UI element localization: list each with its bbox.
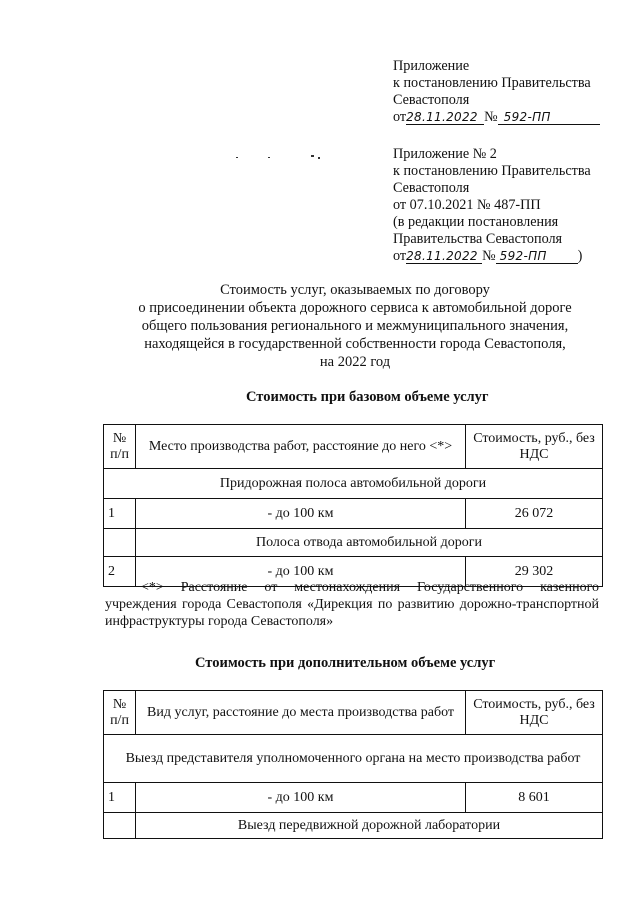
group-label: Придорожная полоса автомобильной дороги: [104, 469, 603, 499]
table-row: [104, 783, 603, 813]
header-cost: Стоимость, руб., без НДС: [466, 691, 603, 735]
row-cost: 29 302: [466, 557, 603, 587]
approval-line: (в редакции постановления: [393, 214, 559, 230]
from-prefix: от: [393, 109, 407, 125]
scan-mark: [318, 157, 320, 159]
handwritten-date: 28.11.2022: [406, 110, 484, 125]
scan-mark: [236, 157, 238, 158]
approval-line: Приложение: [393, 58, 470, 74]
row-cost: 26 072: [466, 499, 603, 529]
approval-line: к постановлению Правительства: [393, 163, 591, 179]
number-prefix: №: [482, 248, 496, 264]
table-group-row: [104, 735, 603, 783]
title-line: о присоединении объекта дорожного сервиса к автомобильной дороге: [138, 300, 572, 316]
group-label: Выезд передвижной дорожной лаборатории: [136, 813, 603, 839]
header-cost: Стоимость, руб., без НДС: [466, 425, 603, 469]
table-group-row: [104, 529, 603, 557]
title-line: Стоимость услуг, оказываемых по договору: [220, 282, 490, 298]
approval-block-1: [393, 58, 600, 126]
footnote: <*> Расстояние от местонахождения Государственного казенного учреждения города Севастополя «Дирекция по развитию дорожно-транспортной инфраструктуры города Севастополя»: [105, 580, 599, 629]
handwritten-number: 592-ПП: [498, 110, 600, 125]
additional-cost-table: [103, 690, 603, 839]
close-paren: ): [577, 248, 583, 264]
row-number: 1: [104, 783, 136, 813]
approval-line: Севастополя: [393, 92, 470, 108]
table-group-row: [104, 469, 603, 499]
from-prefix: от: [393, 248, 407, 264]
approval-line: Правительства Севастополя: [393, 231, 563, 247]
approval-line: Приложение № 2: [393, 146, 497, 162]
approval-line: Севастополя: [393, 180, 470, 196]
title-line: общего пользования регионального и межмуниципального значения,: [141, 318, 569, 334]
title-line: на 2022 год: [319, 354, 391, 370]
handwritten-number: 592-ПП: [496, 249, 578, 264]
handwritten-date: 28.11.2022: [406, 249, 482, 264]
header-number: № п/п: [104, 425, 136, 469]
table-header-row: [104, 691, 603, 735]
approval-line: от 07.10.2021 № 487-ПП: [393, 197, 541, 213]
row-distance: - до 100 км: [136, 783, 466, 813]
row-distance: - до 100 км: [136, 557, 466, 587]
table-row: [104, 499, 603, 529]
number-prefix: №: [484, 109, 498, 125]
row-number: 2: [104, 557, 136, 587]
scan-mark: [268, 157, 270, 158]
approval-date-line: [393, 109, 600, 126]
row-number: 1: [104, 499, 136, 529]
table-group-row: [104, 813, 603, 839]
header-number: № п/п: [104, 691, 136, 735]
document-title: [60, 281, 640, 371]
basic-section-title: Стоимость при базовом объеме услуг: [246, 389, 489, 405]
additional-section-title: Стоимость при дополнительном объеме услуг: [195, 655, 496, 671]
row-distance: - до 100 км: [136, 499, 466, 529]
table-header-row: [104, 425, 603, 469]
group-label: Полоса отвода автомобильной дороги: [136, 529, 603, 557]
title-line: находящейся в государственной собственности города Севастополя,: [144, 336, 566, 352]
approval-block-2: [393, 146, 591, 265]
scan-mark: [311, 155, 314, 157]
header-kind: Вид услуг, расстояние до места производства работ: [136, 691, 466, 735]
approval-date-line: [393, 248, 591, 265]
approval-line: к постановлению Правительства: [393, 75, 591, 91]
row-cost: 8 601: [466, 783, 603, 813]
header-place: Место производства работ, расстояние до него <*>: [136, 425, 466, 469]
basic-cost-table: [103, 424, 603, 587]
group-label: Выезд представителя уполномоченного органа на место производства работ: [104, 735, 603, 783]
